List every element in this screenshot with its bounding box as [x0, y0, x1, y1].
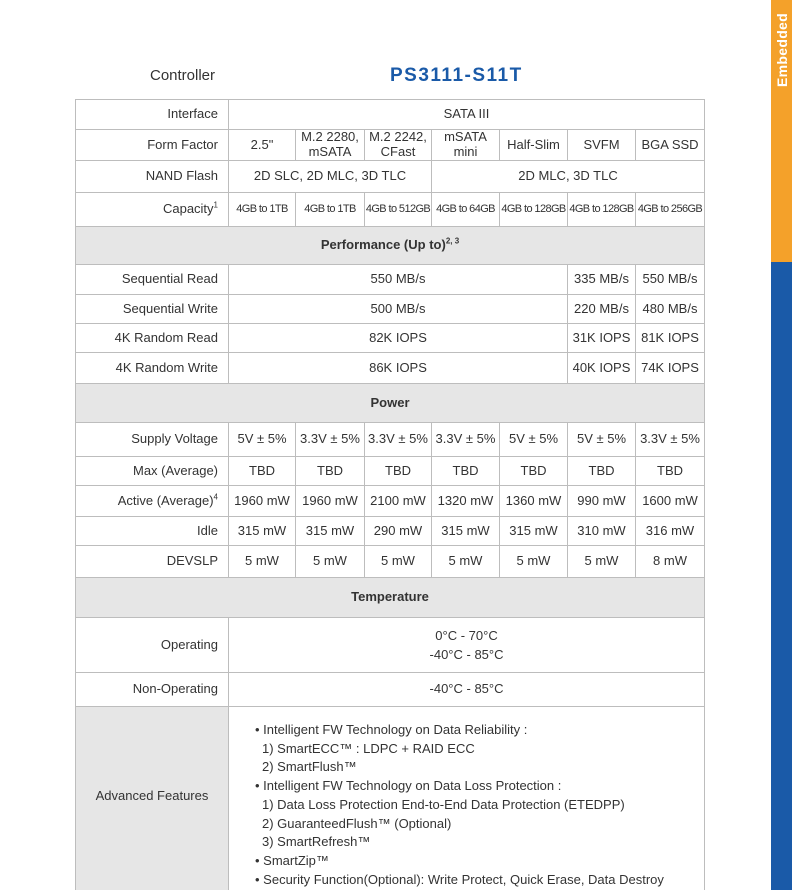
- cell-value: 315 mW: [432, 517, 500, 546]
- row-interface: [76, 100, 705, 130]
- cell-value: 4GB to 1TB: [229, 193, 296, 227]
- cell-value: 220 MB/s: [568, 295, 636, 324]
- cell-value: 4GB to 128GB: [500, 193, 568, 227]
- row-label: NAND Flash: [76, 161, 229, 193]
- feature-item: • Intelligent FW Technology on Data Reliability :: [255, 722, 528, 737]
- cell-value: 4GB to 64GB: [432, 193, 500, 227]
- row-label: Advanced Features: [76, 707, 229, 890]
- cell-value: TBD: [636, 457, 705, 486]
- cell-value: SATA III: [229, 100, 705, 130]
- row-rand-write: [76, 353, 705, 384]
- cell-value: 3.3V ± 5%: [636, 423, 705, 457]
- row-label: Active (Average)$^4$: [76, 486, 229, 517]
- row-label: Sequential Read: [76, 265, 229, 295]
- cell-value: 2D SLC, 2D MLC, 3D TLC: [229, 161, 432, 193]
- cell-value: 1360 mW: [500, 486, 568, 517]
- cell-value: 500 MB/s: [229, 295, 568, 324]
- cell-value: TBD: [500, 457, 568, 486]
- section-temperature: [76, 578, 705, 618]
- row-operating: [76, 618, 705, 673]
- cell-value: 81K IOPS: [636, 324, 705, 353]
- cell-value: 4GB to 128GB: [568, 193, 636, 227]
- section-title: Power: [76, 384, 705, 423]
- row-label: Idle: [76, 517, 229, 546]
- cell-value: 5V ± 5%: [229, 423, 296, 457]
- row-non-operating: [76, 673, 705, 707]
- row-max-average: [76, 457, 705, 486]
- feature-item: • Intelligent FW Technology on Data Loss Protection :: [255, 778, 562, 794]
- cell-value: 40K IOPS: [568, 353, 636, 384]
- cell-value: 550 MB/s: [636, 265, 705, 295]
- side-tab-label: Embedded: [773, 13, 790, 87]
- cell-value: TBD: [432, 457, 500, 486]
- cell-value: TBD: [229, 457, 296, 486]
- cell-value: 1960 mW: [296, 486, 365, 517]
- cell-value: 4GB to 1TB: [296, 193, 365, 227]
- cell-value: 315 mW: [229, 517, 296, 546]
- row-label: DEVSLP: [76, 546, 229, 578]
- row-idle: [76, 517, 705, 546]
- feature-list: [229, 707, 704, 889]
- section-performance: [76, 227, 705, 265]
- row-label: 4K Random Read: [76, 324, 229, 353]
- cell-value: BGA SSD: [636, 130, 705, 161]
- cell-value: 290 mW: [365, 517, 432, 546]
- cell-value: 315 mW: [296, 517, 365, 546]
- feature-item: • SmartZip™: [255, 852, 329, 868]
- row-label: Supply Voltage: [76, 423, 229, 457]
- cell-value: 5V ± 5%: [500, 423, 568, 457]
- cell-value: 74K IOPS: [636, 353, 705, 384]
- cell-value: 1960 mW: [229, 486, 296, 517]
- cell-value: 31K IOPS: [568, 324, 636, 353]
- row-form-factor: [76, 130, 705, 161]
- section-power: [76, 384, 705, 423]
- feature-item: 1) Data Loss Protection End-to-End Data Protection (ETEDPP): [262, 796, 625, 812]
- feature-item: • Security Function(Optional): Write Protect, Quick Erase, Data Destroy: [255, 871, 664, 887]
- feature-item: 1) SmartECC™ : LDPC + RAID ECC: [262, 740, 475, 756]
- row-rand-read: [76, 324, 705, 353]
- cell-value: 3.3V ± 5%: [296, 423, 365, 457]
- cell-value: 5 mW: [365, 546, 432, 578]
- cell-value: 5 mW: [229, 546, 296, 578]
- cell-value: -40°C - 85°C: [229, 673, 705, 707]
- cell-value: 316 mW: [636, 517, 705, 546]
- feature-item: 2) GuaranteedFlush™ (Optional): [262, 815, 452, 831]
- cell-value: 4GB to 512GB: [365, 193, 432, 227]
- cell-value: TBD: [568, 457, 636, 486]
- cell-value: 5 mW: [568, 546, 636, 578]
- row-supply-voltage: [76, 423, 705, 457]
- cell-value: 5 mW: [432, 546, 500, 578]
- cell-value: [229, 618, 705, 673]
- controller-label: Controller: [150, 67, 216, 84]
- row-label: Capacity$^1$: [76, 193, 229, 227]
- cell-value: 480 MB/s: [636, 295, 705, 324]
- cell-value: 8 mW: [636, 546, 705, 578]
- cell-value: 315 mW: [500, 517, 568, 546]
- temp-range: -40°C - 85°C: [429, 647, 504, 662]
- feature-item: 3) SmartRefresh™: [262, 834, 371, 850]
- row-capacity: [76, 193, 705, 227]
- cell-value: 550 MB/s: [229, 265, 568, 295]
- row-label: Max (Average): [76, 457, 229, 486]
- spec-table: [75, 99, 705, 890]
- temp-range: 0°C - 70°C: [435, 628, 498, 643]
- side-tab-blue: [771, 262, 792, 890]
- cell-value: 1320 mW: [432, 486, 500, 517]
- section-title: Temperature: [76, 578, 705, 618]
- cell-value: mSATA mini: [432, 130, 500, 161]
- cell-value: TBD: [296, 457, 365, 486]
- row-seq-write: [76, 295, 705, 324]
- row-label: Form Factor: [76, 130, 229, 161]
- cell-value: 82K IOPS: [229, 324, 568, 353]
- cell-value: M.2 2280, mSATA: [296, 130, 365, 161]
- cell-value: 3.3V ± 5%: [432, 423, 500, 457]
- feature-cell: [229, 707, 705, 890]
- cell-value: 5 mW: [296, 546, 365, 578]
- row-label: 4K Random Write: [76, 353, 229, 384]
- cell-value: 4GB to 256GB: [636, 193, 705, 227]
- section-title: Performance (Up to)$^{2, 3}$: [76, 227, 705, 265]
- feature-item: 2) SmartFlush™: [262, 759, 357, 775]
- cell-value: 1600 mW: [636, 486, 705, 517]
- cell-value: 86K IOPS: [229, 353, 568, 384]
- row-seq-read: [76, 265, 705, 295]
- row-label: Non-Operating: [76, 673, 229, 707]
- cell-value: 2100 mW: [365, 486, 432, 517]
- cell-value: SVFM: [568, 130, 636, 161]
- footnote-marker: 1: [213, 200, 218, 210]
- cell-value: 5 mW: [500, 546, 568, 578]
- row-label: Interface: [76, 100, 229, 130]
- cell-value: 5V ± 5%: [568, 423, 636, 457]
- cell-value: Half-Slim: [500, 130, 568, 161]
- cell-value: 335 MB/s: [568, 265, 636, 295]
- cell-value: TBD: [365, 457, 432, 486]
- cell-value: 3.3V ± 5%: [365, 423, 432, 457]
- row-active-average: [76, 486, 705, 517]
- footnote-marker: 2, 3: [445, 236, 460, 246]
- row-advanced-features: [76, 707, 705, 890]
- controller-name: PS3111-S11T: [390, 65, 523, 86]
- cell-value: 2.5": [229, 130, 296, 161]
- row-label: Sequential Write: [76, 295, 229, 324]
- footnote-marker: 4: [213, 492, 218, 502]
- row-nand-flash: [76, 161, 705, 193]
- cell-value: M.2 2242, CFast: [365, 130, 432, 161]
- row-label: Operating: [76, 618, 229, 673]
- cell-value: 2D MLC, 3D TLC: [432, 161, 705, 193]
- cell-value: 990 mW: [568, 486, 636, 517]
- cell-value: 310 mW: [568, 517, 636, 546]
- row-devslp: [76, 546, 705, 578]
